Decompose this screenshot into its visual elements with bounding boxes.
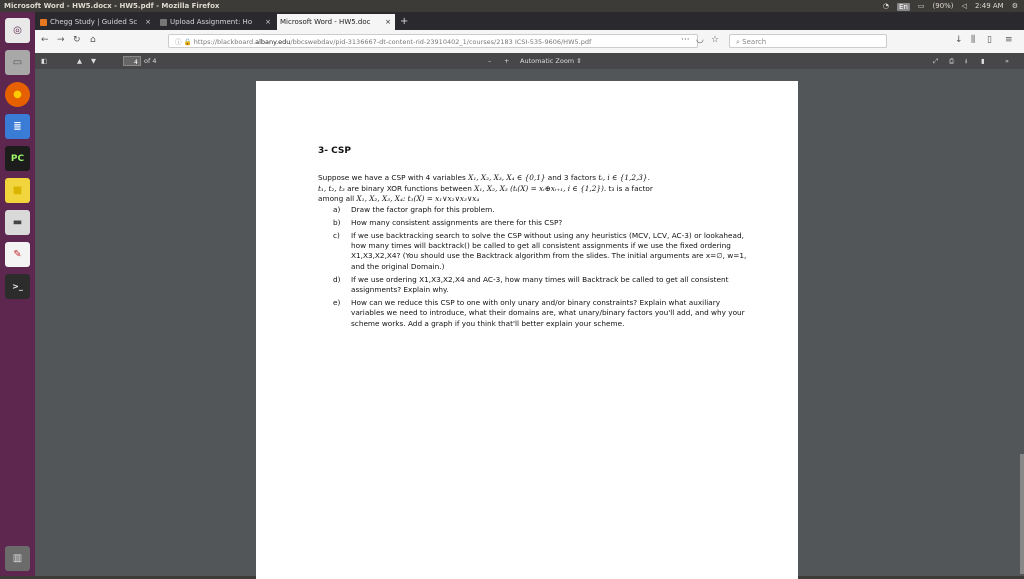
problem-intro: Suppose we have a CSP with 4 variables X₁, X₂, X₃, X₄ ∈ {0,1} and 3 factors tᵢ, i ∈ {1,2,3}. t₁, t₂, t₃ are binary XOR functions between X₁, X₂, X₃ (tᵢ(X) = xᵢ⊕xᵢ₊₁, i ∈ {1,2}). t₃ is a factor among all X₁, X₂, X₃, X₄: t₃(X) = x₁∨x₂∨x₃∨x₄ [318, 173, 653, 203]
tab-upload-assignment[interactable] [157, 14, 275, 30]
intro-math: tᵢ, i ∈ {1,2,3} [598, 173, 648, 182]
question-text: If we use backtracking search to solve the CSP without using any heuristics (MCV, LCV, AC-3) or lookahead, how many times will backtrack() be called to get all consistent assignments if we use the fixed ordering X1,X3,X2,X4? (You should use the Backtrack algorithm from the slides. The initial arguments are x=∅, w=1, and the original Domain.) [351, 230, 747, 271]
print-icon[interactable]: ⎙ [949, 57, 955, 65]
menu-icon[interactable]: ≡ [1005, 35, 1013, 45]
close-icon[interactable]: × [145, 18, 151, 26]
navigation-toolbar [35, 30, 1024, 54]
bookmark-icon[interactable]: ▮ [981, 57, 985, 65]
firefox-window [35, 12, 1024, 576]
url-bar[interactable] [168, 34, 698, 48]
sidebar-icon[interactable]: ▯ [987, 35, 992, 45]
presentation-mode-icon[interactable]: ⤢ [933, 57, 939, 65]
downloads-icon[interactable]: ↓ [955, 35, 963, 45]
question-label: b) [333, 217, 341, 227]
next-page-icon[interactable]: ▼ [91, 57, 96, 65]
intro-text: t₃ is a factor [606, 183, 653, 193]
zoom-out-button[interactable]: – [488, 57, 492, 65]
tab-label: Upload Assignment: Ho [170, 18, 253, 26]
page-number-input[interactable]: 4 [123, 56, 141, 66]
battery-icon[interactable]: ▭ [917, 2, 925, 10]
pdf-page [256, 81, 798, 579]
intro-text: among all [318, 194, 357, 203]
close-icon[interactable]: × [385, 18, 391, 26]
url-prefix: https://blackboard. [193, 38, 256, 46]
question-item [318, 275, 748, 295]
question-item [318, 205, 748, 215]
section-heading: 3- CSP [318, 146, 351, 156]
writer-icon[interactable]: ≣ [5, 114, 30, 139]
intro-text: Suppose we have a CSP with 4 variables [318, 173, 469, 182]
question-item [318, 231, 748, 272]
intro-math: X₁, X₂, X₃, X₄: t₃(X) = x₁∨x₂∨x₃∨x₄ [356, 194, 480, 203]
reload-icon[interactable]: ↻ [73, 35, 81, 45]
settings-gear-icon[interactable]: ⚙ [1011, 2, 1018, 10]
tab-label: Microsoft Word - HW5.doc [280, 18, 371, 26]
scrollbar-thumb[interactable] [1020, 454, 1024, 574]
new-tab-button[interactable]: + [400, 16, 409, 27]
tools-icon[interactable]: » [1005, 57, 1009, 65]
save-icon[interactable]: ⭳ [965, 57, 968, 65]
clock[interactable]: 2:49 AM [974, 2, 1004, 10]
window-title: Microsoft Word - HW5.docx - HW5.pdf - Mozilla Firefox [4, 2, 220, 10]
firefox-icon[interactable]: ● [5, 82, 30, 107]
search-icon: ⌕ [736, 38, 740, 46]
forward-arrow-icon[interactable]: → [57, 35, 65, 45]
close-icon[interactable]: × [265, 18, 271, 26]
ubuntu-dash-icon[interactable]: ◎ [5, 18, 30, 43]
tab-hw5-pdf[interactable] [277, 14, 395, 30]
launcher [0, 12, 35, 576]
bookmark-star-icon[interactable]: ☆ [711, 35, 720, 45]
lock-icon: 🔒 [183, 38, 192, 46]
pycharm-icon[interactable]: PC [5, 146, 30, 171]
question-label: a) [333, 204, 341, 214]
trash-icon[interactable]: ▥ [5, 546, 30, 571]
tab-label: Chegg Study | Guided Sc [50, 18, 138, 26]
info-icon[interactable]: ⓘ [175, 38, 182, 46]
tab-bar [35, 12, 1024, 30]
url-path: /bbcswebdav/pid-3136667-dt-content-rid-23910402_1/courses/2183 ICSI-535-9606/HW5.pdf [290, 38, 592, 46]
question-list [318, 205, 748, 329]
intro-math: X₁, X₂, X₃, X₄ ∈ {0,1} [468, 173, 546, 182]
pocket-icon[interactable]: ◡ [696, 35, 704, 45]
question-label: e) [333, 298, 341, 308]
question-text: How many consistent assignments are there for this CSP? [351, 217, 563, 227]
question-item [318, 218, 748, 228]
sidebar-toggle-icon[interactable]: ◧ [41, 57, 48, 65]
question-label: c) [333, 230, 340, 240]
wifi-icon[interactable]: ◔ [882, 2, 890, 10]
url-domain: albany.edu [255, 38, 291, 46]
question-item [318, 298, 748, 329]
page-content [318, 146, 748, 332]
zoom-in-button[interactable]: + [504, 57, 510, 65]
terminal-icon[interactable]: >_ [5, 274, 30, 299]
question-label: d) [333, 274, 341, 284]
intro-text: are binary XOR functions between [344, 183, 475, 193]
battery-level: (90%) [932, 2, 954, 10]
question-text: If we use ordering X1,X3,X2,X4 and AC-3, how many times will Backtrack be called to get all consistent assignments? Explain why. [351, 274, 729, 294]
chegg-icon [40, 19, 47, 26]
zoom-select[interactable]: Automatic Zoom ⇕ [520, 57, 582, 65]
system-tray [883, 0, 1018, 12]
intro-text: and 3 factors [545, 173, 599, 182]
search-input[interactable] [729, 34, 887, 48]
home-icon[interactable]: ⌂ [90, 35, 96, 45]
tab-chegg[interactable] [37, 14, 155, 30]
previous-page-icon[interactable]: ▲ [77, 57, 82, 65]
app-icon[interactable]: ✎ [5, 242, 30, 267]
files-icon[interactable]: ▭ [5, 50, 30, 75]
library-icon[interactable]: ⫼ [971, 35, 976, 45]
pdf-viewer[interactable] [35, 69, 1024, 576]
notes-icon[interactable]: ■ [5, 178, 30, 203]
intro-math: X₁, X₂, X₃ (tᵢ(X) = xᵢ⊕xᵢ₊₁, i ∈ {1,2}). [474, 183, 607, 193]
search-placeholder: Search [742, 38, 767, 46]
system-top-bar [0, 0, 1024, 12]
intro-math: t₁, t₂, t₃ [318, 183, 345, 193]
question-text: Draw the factor graph for this problem. [351, 204, 495, 214]
question-text: How can we reduce this CSP to one with only unary and/or binary constraints? Explain what auxiliary variables we need to introduce, what their domains are, what unary/binary factors you'll add, and why your scheme works. Add a graph if you think that'll better explain your scheme. [351, 298, 745, 328]
keyboard-layout-indicator[interactable]: En [899, 3, 908, 11]
page-count: of 4 [144, 57, 157, 65]
page-actions-icon[interactable]: ··· [681, 35, 690, 45]
volume-icon[interactable]: ◁ [961, 2, 967, 10]
back-arrow-icon[interactable]: ← [41, 35, 49, 45]
pdf-toolbar [35, 53, 1024, 69]
drive-icon[interactable]: ▬ [5, 210, 30, 235]
blackboard-icon [160, 19, 167, 26]
zoom-value: Automatic Zoom [520, 57, 575, 65]
